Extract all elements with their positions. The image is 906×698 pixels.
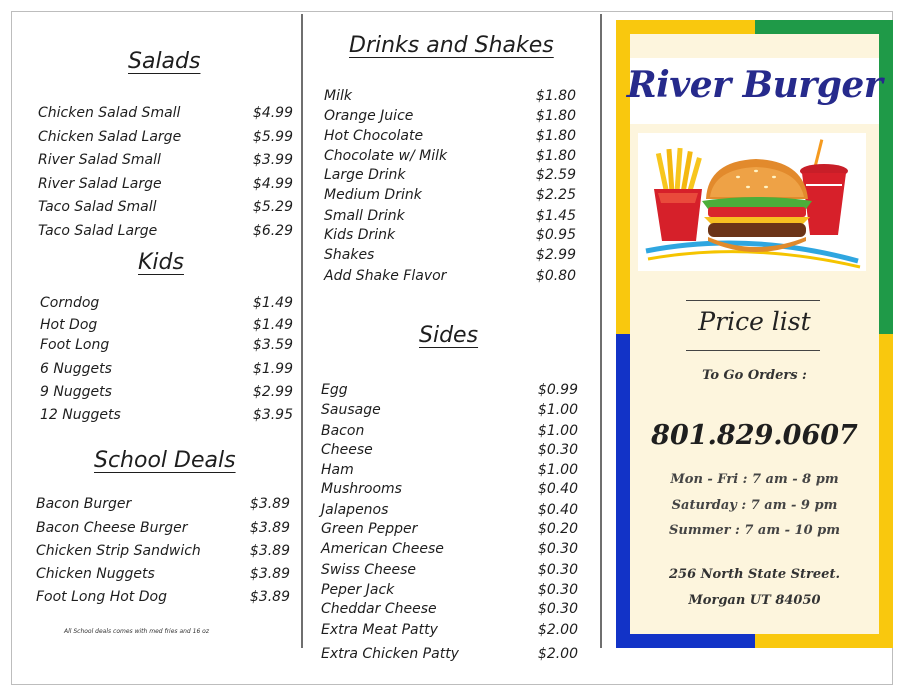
kids-item-name: 9 Nuggets xyxy=(40,384,112,400)
kids-item-name: 12 Nuggets xyxy=(40,407,121,423)
sides-item-price: $1.00 xyxy=(537,423,578,439)
salads-item-name: Chicken Salad Small xyxy=(38,105,181,121)
drinks-item-price: $2.25 xyxy=(535,187,576,203)
sides-item-name: Peper Jack xyxy=(321,582,395,598)
drinks-item-price: $2.99 xyxy=(535,247,576,263)
school-deals-item-price: $3.89 xyxy=(249,520,290,536)
frame-yellow-top xyxy=(616,20,755,34)
drinks-item-name: Hot Chocolate xyxy=(324,128,424,144)
kids-item-name: Corndog xyxy=(40,295,100,311)
salads-item-name: River Salad Small xyxy=(38,152,161,168)
salads-item-name: Chicken Salad Large xyxy=(38,129,182,145)
drinks-item-name: Add Shake Flavor xyxy=(324,268,447,284)
sides-item-price: $0.30 xyxy=(537,541,578,557)
kids-item-price: $3.95 xyxy=(252,407,293,423)
drinks-item-name: Milk xyxy=(324,88,352,104)
sides-item-name: Swiss Cheese xyxy=(321,562,417,578)
sides-item-price: $0.40 xyxy=(537,481,578,497)
kids-item-price: $1.99 xyxy=(252,361,293,377)
sides-item-price: $2.00 xyxy=(537,646,578,662)
sides-item-name: American Cheese xyxy=(321,541,444,557)
sides-heading: Sides xyxy=(419,323,479,348)
drinks-item-name: Medium Drink xyxy=(324,187,422,203)
sides-item-name: Egg xyxy=(321,382,348,398)
hours-weekday: Mon - Fri : 7 am - 8 pm xyxy=(670,472,839,487)
drinks-item-price: $0.80 xyxy=(535,268,576,284)
to-go-orders-label: To Go Orders : xyxy=(702,368,807,383)
drinks-item-price: $1.80 xyxy=(535,148,576,164)
salads-item-price: $6.29 xyxy=(252,223,293,239)
school-deals-heading: School Deals xyxy=(94,448,236,473)
salads-item-name: River Salad Large xyxy=(38,176,162,192)
sides-item-price: $0.30 xyxy=(537,562,578,578)
salads-item-price: $4.99 xyxy=(252,105,293,121)
sides-item-price: $0.20 xyxy=(537,521,578,537)
salads-heading: Salads xyxy=(128,49,201,74)
school-deals-note: All School deals comes with med fries and 16 oz xyxy=(64,628,210,635)
sides-item-price: $2.00 xyxy=(537,622,578,638)
kids-item-price: $1.49 xyxy=(252,317,293,333)
sides-item-name: Cheddar Cheese xyxy=(321,601,437,617)
price-list-rule-top xyxy=(686,300,820,301)
salads-item-price: $5.29 xyxy=(252,199,293,215)
frame-blue-bottom xyxy=(616,634,755,648)
kids-item-price: $1.49 xyxy=(252,295,293,311)
brand-title: River Burger xyxy=(626,64,883,106)
sides-item-name: Extra Chicken Patty xyxy=(321,646,459,662)
sides-item-name: Jalapenos xyxy=(321,502,389,518)
sides-item-name: Cheese xyxy=(321,442,373,458)
drinks-item-name: Large Drink xyxy=(324,167,406,183)
hours-summer: Summer : 7 am - 10 pm xyxy=(669,523,840,538)
sides-item-price: $0.30 xyxy=(537,442,578,458)
price-list-rule-bottom xyxy=(686,350,820,351)
drinks-item-name: Orange Juice xyxy=(324,108,414,124)
drinks-heading: Drinks and Shakes xyxy=(349,33,554,58)
school-deals-item-price: $3.89 xyxy=(249,589,290,605)
drinks-item-price: $1.80 xyxy=(535,128,576,144)
drinks-item-price: $1.45 xyxy=(535,208,576,224)
school-deals-item-name: Foot Long Hot Dog xyxy=(36,589,167,605)
price-list-title: Price list xyxy=(698,307,811,336)
sides-item-price: $1.00 xyxy=(537,402,578,418)
kids-item-name: 6 Nuggets xyxy=(40,361,112,377)
sides-item-name: Mushrooms xyxy=(321,481,402,497)
salads-item-name: Taco Salad Small xyxy=(38,199,157,215)
drinks-item-price: $1.80 xyxy=(535,88,576,104)
phone-number: 801.829.0607 xyxy=(651,420,858,451)
kids-heading: Kids xyxy=(138,250,184,275)
sides-item-name: Bacon xyxy=(321,423,365,439)
address-city: Morgan UT 84050 xyxy=(688,593,821,608)
kids-item-name: Hot Dog xyxy=(40,317,98,333)
school-deals-item-price: $3.89 xyxy=(249,496,290,512)
drinks-item-price: $2.59 xyxy=(535,167,576,183)
burger-fries-drink-icon xyxy=(638,133,866,271)
school-deals-item-name: Chicken Strip Sandwich xyxy=(36,543,201,559)
sides-item-name: Extra Meat Patty xyxy=(321,622,438,638)
drinks-item-name: Chocolate w/ Milk xyxy=(324,148,448,164)
salads-item-price: $3.99 xyxy=(252,152,293,168)
drinks-item-name: Small Drink xyxy=(324,208,405,224)
school-deals-item-price: $3.89 xyxy=(249,566,290,582)
school-deals-item-name: Bacon Burger xyxy=(36,496,132,512)
hours-saturday: Saturday : 7 am - 9 pm xyxy=(671,498,838,513)
frame-yellow-bottom xyxy=(755,634,893,648)
drinks-item-name: Shakes xyxy=(324,247,375,263)
kids-item-price: $2.99 xyxy=(252,384,293,400)
salads-item-price: $5.99 xyxy=(252,129,293,145)
kids-item-price: $3.59 xyxy=(252,337,293,353)
sides-item-price: $0.30 xyxy=(537,601,578,617)
sides-item-name: Green Pepper xyxy=(321,521,418,537)
sides-item-name: Ham xyxy=(321,462,354,478)
sides-item-name: Sausage xyxy=(321,402,381,418)
column-divider-right xyxy=(600,14,602,648)
school-deals-item-name: Chicken Nuggets xyxy=(36,566,155,582)
kids-item-name: Foot Long xyxy=(40,337,110,353)
salads-item-name: Taco Salad Large xyxy=(38,223,158,239)
school-deals-item-name: Bacon Cheese Burger xyxy=(36,520,188,536)
school-deals-item-price: $3.89 xyxy=(249,543,290,559)
drinks-item-price: $0.95 xyxy=(535,227,576,243)
column-divider-left xyxy=(301,14,303,648)
salads-item-price: $4.99 xyxy=(252,176,293,192)
drinks-item-name: Kids Drink xyxy=(324,227,396,243)
sides-item-price: $0.40 xyxy=(537,502,578,518)
address-street: 256 North State Street. xyxy=(669,567,840,582)
info-panel xyxy=(616,20,893,648)
sides-item-price: $0.99 xyxy=(537,382,578,398)
sides-item-price: $0.30 xyxy=(537,582,578,598)
frame-green-top xyxy=(755,20,893,34)
drinks-item-price: $1.80 xyxy=(535,108,576,124)
sides-item-price: $1.00 xyxy=(537,462,578,478)
